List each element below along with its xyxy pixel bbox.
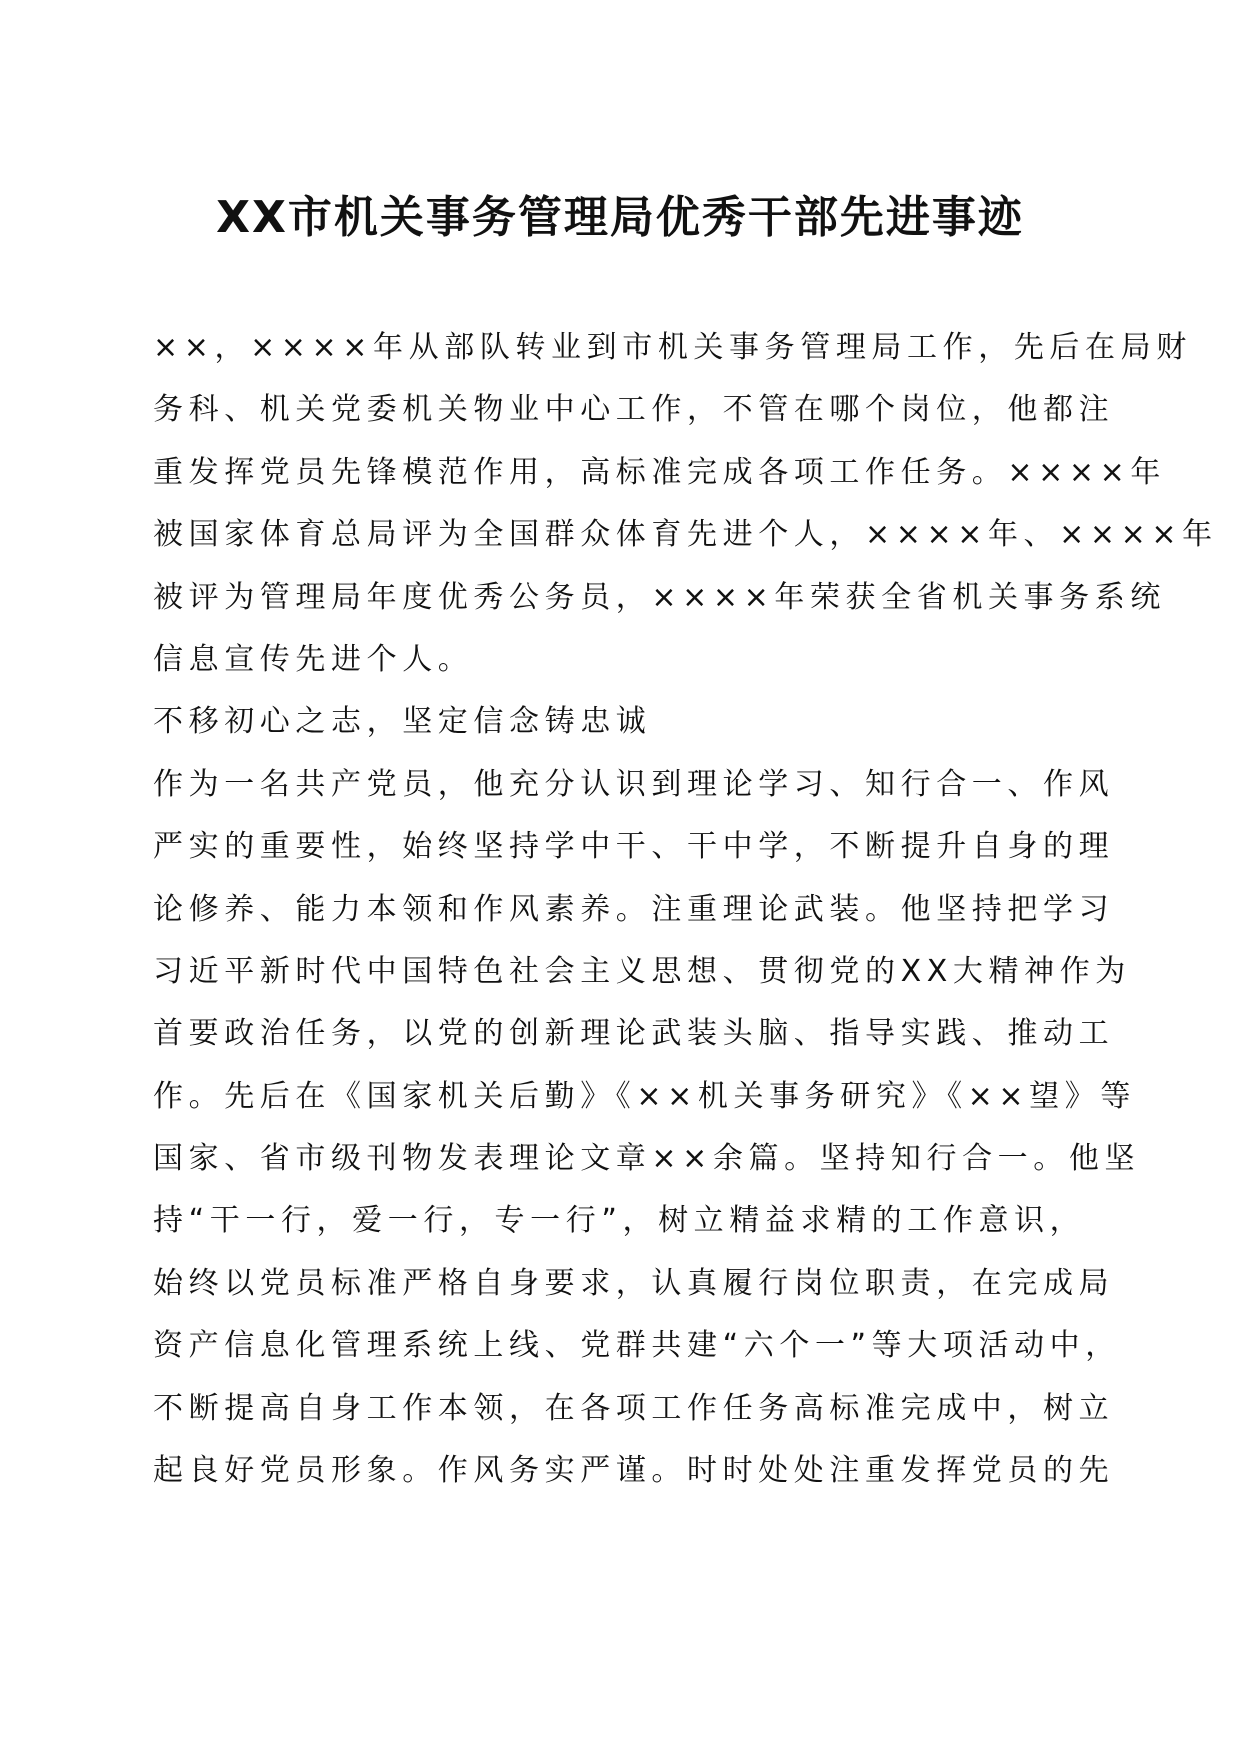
paragraph-line: 严实的重要性，始终坚持学中干、干中学，不断提升自身的理: [153, 829, 1115, 865]
paragraph-line: 起良好党员形象。作风务实严谨。时时处处注重发挥党员的先: [153, 1453, 1115, 1489]
document-title: XX市机关事务管理局优秀干部先进事迹: [216, 192, 1024, 243]
paragraph-line: 务科、机关党委机关物业中心工作，不管在哪个岗位，他都注: [153, 392, 1115, 428]
paragraph-line: 作。先后在《国家机关后勤》《××机关事务研究》《××望》等: [153, 1078, 1136, 1114]
paragraph-line: 被国家体育总局评为全国群众体育先进个人，××××年、××××年: [153, 517, 1218, 553]
paragraph-line: ××，××××年从部队转业到市机关事务管理局工作，先后在局财: [153, 330, 1192, 365]
paragraph-line: 持“干一行，爱一行，专一行”，树立精益求精的工作意识，: [153, 1203, 1086, 1239]
section-heading: 不移初心之志，坚定信念铸忠诚: [153, 704, 652, 740]
paragraph-line: 国家、省市级刊物发表理论文章××余篇。坚持知行合一。他坚: [153, 1141, 1141, 1177]
paragraph-line: 习近平新时代中国特色社会主义思想、贯彻党的XX大精神作为: [153, 953, 1131, 989]
paragraph-line: 论修养、能力本领和作风素养。注重理论武装。他坚持把学习: [153, 891, 1115, 927]
paragraph-line: 重发挥党员先锋模范作用，高标准完成各项工作任务。××××年: [153, 454, 1166, 490]
paragraph-line: 不断提高自身工作本领，在各项工作任务高标准完成中，树立: [153, 1390, 1115, 1426]
paragraph-line: 首要政治任务，以党的创新理论武装头脑、指导实践、推动工: [153, 1016, 1115, 1052]
paragraph-line: 信息宣传先进个人。: [153, 641, 474, 677]
paragraph-line: 作为一名共产党员，他充分认识到理论学习、知行合一、作风: [153, 766, 1115, 802]
paragraph-line: 资产信息化管理系统上线、党群共建“六个一”等大项活动中，: [153, 1328, 1121, 1364]
document-body: [153, 317, 1218, 1502]
paragraph-line: 被评为管理局年度优秀公务员，××××年荣获全省机关事务系统: [153, 579, 1166, 615]
paragraph-line: 始终以党员标准严格自身要求，认真履行岗位职责，在完成局: [153, 1265, 1115, 1301]
